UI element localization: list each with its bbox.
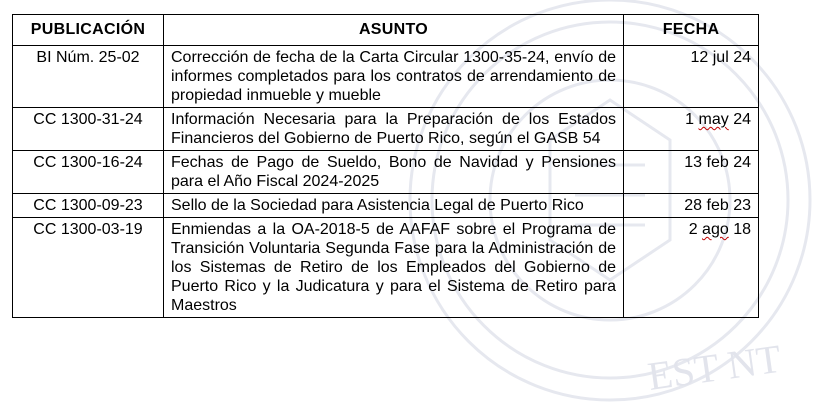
date xyxy=(624,218,759,318)
date-day: 1 xyxy=(685,111,695,128)
date-year: 24 xyxy=(733,49,751,66)
table-row xyxy=(13,151,759,194)
table-row xyxy=(13,194,759,218)
subject: Información Necesaria para la Preparación de los Estados Financieros del Gobierno de Puerto Rico, según el GASB 54 xyxy=(164,108,624,151)
date-month: jul xyxy=(712,49,729,66)
seal-text: EST NT xyxy=(644,335,784,399)
subject: Fechas de Pago de Sueldo, Bono de Navidad y Pensiones para el Año Fiscal 2024-2025 xyxy=(164,151,624,194)
date xyxy=(624,46,759,108)
publication-id: CC 1300-31-24 xyxy=(13,108,164,151)
date-day: 13 xyxy=(684,154,703,171)
subject: Corrección de fecha de la Carta Circular 1300-35-24, envío de informes completados para los contratos de arrendamiento de propiedad inmueble y mueble xyxy=(164,46,624,108)
publication-id: CC 1300-16-24 xyxy=(13,151,164,194)
date xyxy=(624,194,759,218)
date-day: 28 xyxy=(684,197,703,214)
date-day: 2 xyxy=(688,221,698,238)
date-month: may xyxy=(698,111,729,128)
table-row xyxy=(13,46,759,108)
publication-id: BI Núm. 25-02 xyxy=(13,46,164,108)
date-day: 12 xyxy=(690,49,709,66)
header-fecha: FECHA xyxy=(624,15,759,46)
date xyxy=(624,151,759,194)
publications-table xyxy=(12,14,759,318)
table-row xyxy=(13,108,759,151)
date-year: 24 xyxy=(733,111,751,128)
header-asunto: ASUNTO xyxy=(164,15,624,46)
publication-id: CC 1300-09-23 xyxy=(13,194,164,218)
date-month: feb xyxy=(706,154,729,171)
date xyxy=(624,108,759,151)
table-header-row xyxy=(13,15,759,46)
publication-id: CC 1300-03-19 xyxy=(13,218,164,318)
date-year: 23 xyxy=(733,197,751,214)
header-publicacion: PUBLICACIÓN xyxy=(13,15,164,46)
table-row xyxy=(13,218,759,318)
date-month: feb xyxy=(706,197,729,214)
date-month: ago xyxy=(702,221,729,238)
subject: Sello de la Sociedad para Asistencia Legal de Puerto Rico xyxy=(164,194,624,218)
date-year: 24 xyxy=(733,154,751,171)
subject: Enmiendas a la OA-2018-5 de AAFAF sobre el Programa de Transición Voluntaria Segunda Fase para la Administración de los Sistemas de Retiro de los Empleados del Gobierno de Puerto Rico y la Judicatura y para el Sistema de Retiro para Maestros xyxy=(164,218,624,318)
date-year: 18 xyxy=(733,221,751,238)
